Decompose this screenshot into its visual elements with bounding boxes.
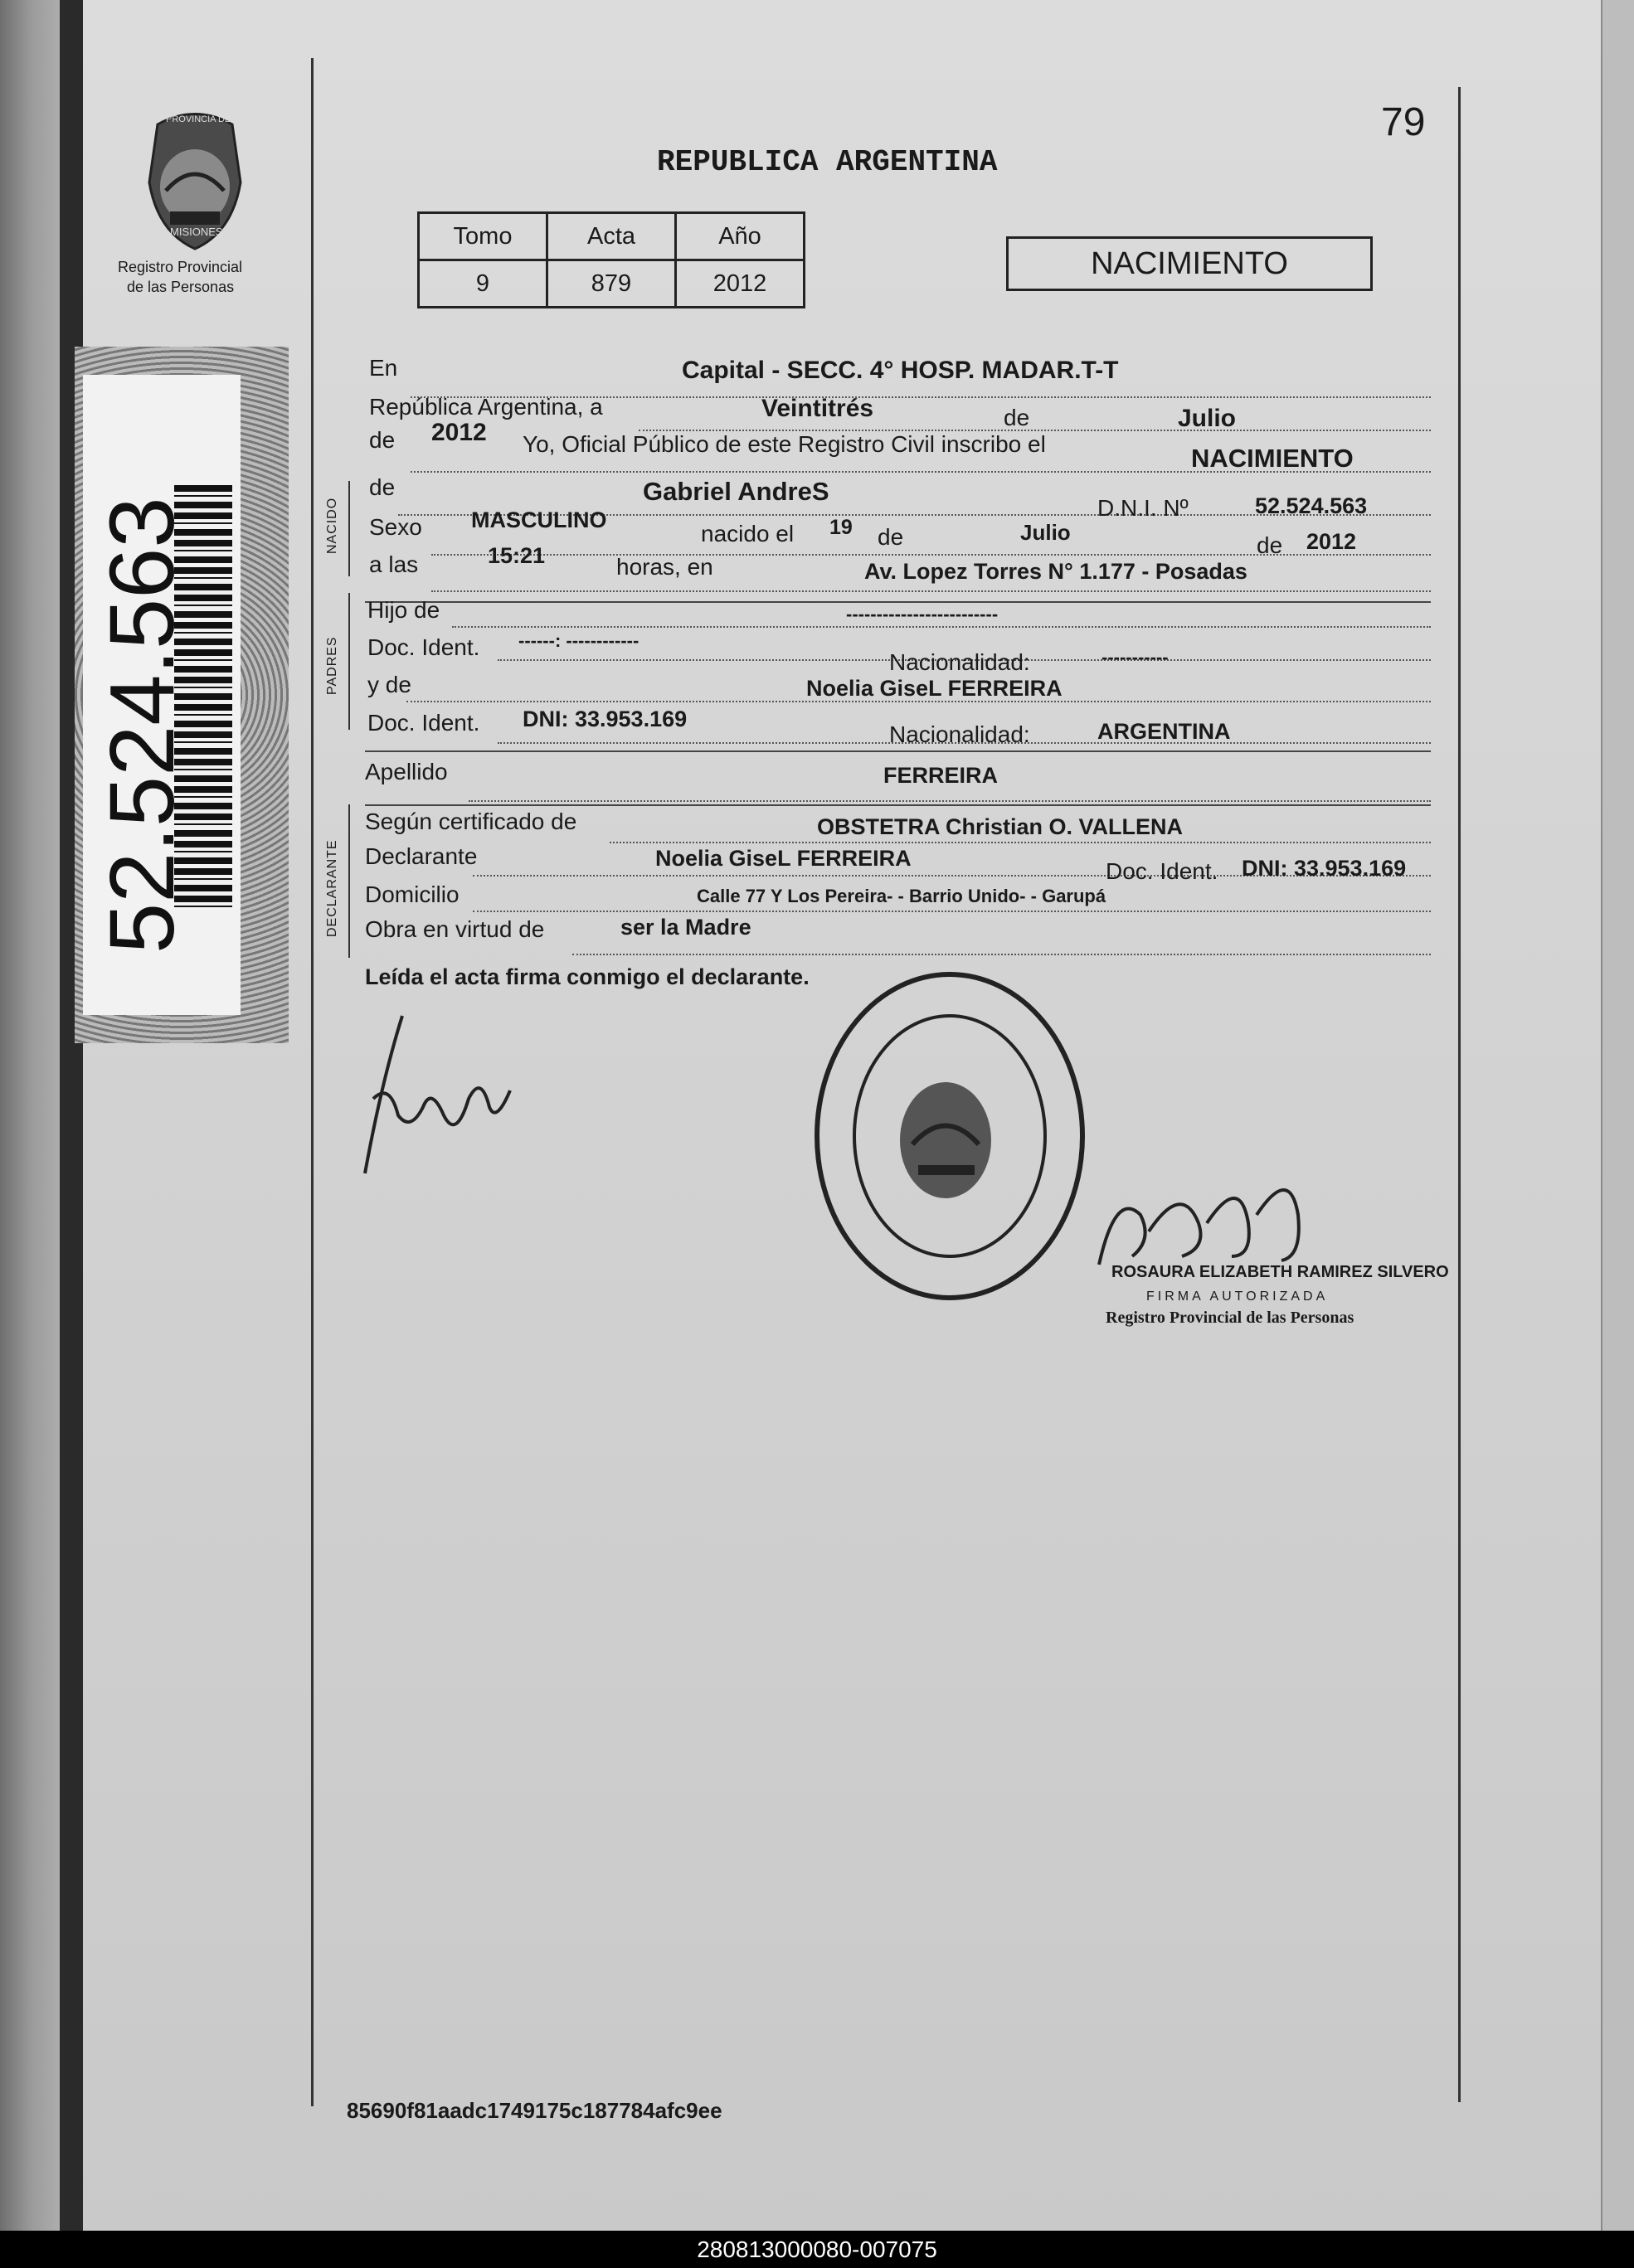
doc2-label: Doc. Ident. [367, 710, 480, 736]
de2-label: de [369, 474, 396, 500]
birth-month: Julio [1020, 520, 1071, 545]
act-type-box: NACIMIENTO [1006, 236, 1373, 291]
day-value: Veintitrés [761, 395, 874, 422]
birth-day: 19 [829, 516, 853, 539]
nac1-label: Nacionalidad: [889, 649, 1030, 675]
logo-band-text: MISIONES [170, 226, 223, 238]
acta-header: Acta [547, 213, 676, 260]
horas-label: horas, en [616, 554, 713, 580]
page-number: 79 [1381, 100, 1426, 144]
barcode-number: 52.524.563 [91, 497, 193, 954]
form-line [431, 590, 1431, 592]
nac1-value: ----------- [1101, 647, 1169, 668]
year-prefix: de [369, 427, 396, 453]
mother-value: Noelia GiseL FERREIRA [806, 676, 1063, 701]
country-title: REPUBLICA ARGENTINA [657, 145, 998, 179]
form-rule [365, 601, 1431, 603]
republica-label: República Argentina, a [369, 394, 603, 420]
en-label: En [369, 355, 398, 381]
sexo-label: Sexo [369, 514, 422, 540]
doc2-value: DNI: 33.953.169 [523, 707, 688, 731]
form-rule [365, 804, 1431, 806]
dni-value: 52.524.563 [1255, 493, 1368, 518]
dni-label: D.N.I. Nº [1097, 495, 1189, 521]
right-border-line [1458, 87, 1461, 2102]
hijo-label: Hijo de [367, 597, 440, 623]
form-rule [365, 750, 1431, 752]
nac2-value: ARGENTINA [1097, 719, 1231, 744]
birth-place: Av. Lopez Torres N° 1.177 - Posadas [864, 559, 1247, 584]
registry-table [417, 211, 805, 308]
year-value: 2012 [431, 419, 487, 446]
apellido-value: FERREIRA [883, 763, 999, 788]
birth-time: 15:21 [488, 543, 546, 568]
apellido-label: Apellido [365, 759, 448, 784]
ano-header: Año [676, 213, 805, 260]
obra-value: ser la Madre [620, 915, 751, 940]
en-value: Capital - SECC. 4° HOSP. MADAR.T-T [682, 357, 1119, 384]
tomo-value: 9 [419, 260, 547, 308]
doc1-label: Doc. Ident. [367, 634, 480, 660]
section-label-nacido: NACIDO [325, 497, 339, 554]
section-label-padres: PADRES [325, 636, 339, 695]
father-value: ------------------------- [846, 604, 999, 624]
birth-year: 2012 [1306, 529, 1357, 554]
page-edge [1601, 0, 1634, 2231]
section-label-declarante: DECLARANTE [325, 839, 339, 937]
name-value: Gabriel AndreS [643, 477, 829, 506]
declarant-signature [348, 1008, 531, 1182]
page-gutter [60, 0, 83, 2231]
official-text: Yo, Oficial Público de este Registro Civil inscribo el [523, 431, 1046, 457]
official-name: ROSAURA ELIZABETH RAMIREZ SILVERO [1111, 1263, 1449, 1281]
segun-value: OBSTETRA Christian O. VALLENA [817, 814, 1184, 839]
doc3-label: Doc. Ident. [1106, 858, 1218, 884]
official-seal [809, 966, 1091, 1306]
month-value: Julio [1178, 405, 1237, 432]
de-label: de [1004, 405, 1030, 430]
segun-label: Según certificado de [365, 809, 577, 834]
declarante-value: Noelia GiseL FERREIRA [655, 846, 912, 871]
de4-label: de [1257, 532, 1283, 558]
footer-id: 280813000080-007075 [0, 2231, 1634, 2268]
yde-label: y de [367, 672, 411, 697]
domicilio-label: Domicilio [365, 881, 460, 907]
section-divider [348, 593, 350, 730]
doc3-value: DNI: 33.953.169 [1242, 856, 1407, 881]
form-line [469, 800, 1431, 802]
form-line [572, 954, 1431, 955]
inscribo-value: NACIMIENTO [1191, 444, 1354, 473]
acta-value: 879 [547, 260, 676, 308]
form-line [452, 626, 1431, 628]
de3-label: de [878, 524, 904, 550]
logo-top-text: PROVINCIA DE [166, 114, 231, 124]
nacido-label: nacido el [701, 521, 795, 546]
section-divider [348, 804, 350, 958]
form-line [473, 911, 1431, 912]
ano-value: 2012 [676, 260, 805, 308]
official-role: FIRMA AUTORIZADA [1146, 1289, 1329, 1304]
logo-caption-line1: Registro Provincial [118, 259, 243, 275]
obra-label: Obra en virtud de [365, 916, 545, 942]
left-border-line [311, 58, 314, 2106]
alas-label: a las [369, 551, 419, 577]
declarante-label: Declarante [365, 843, 478, 869]
section-divider [348, 481, 350, 576]
official-office: Registro Provincial de las Personas [1106, 1309, 1354, 1327]
logo-caption-line2: de las Personas [127, 279, 235, 295]
nac2-label: Nacionalidad: [889, 721, 1030, 747]
doc1-value: ------: ------------ [518, 630, 639, 651]
form-line [610, 842, 1431, 843]
domicilio-value: Calle 77 Y Los Pereira- - Barrio Unido- - Garupá [697, 886, 1106, 906]
tomo-header: Tomo [419, 213, 547, 260]
document-hash: 85690f81aadc1749175c187784afc9ee [347, 2098, 722, 2123]
sexo-value: MASCULINO [471, 508, 607, 532]
leida-text: Leída el acta firma conmigo el declarante. [365, 964, 810, 989]
